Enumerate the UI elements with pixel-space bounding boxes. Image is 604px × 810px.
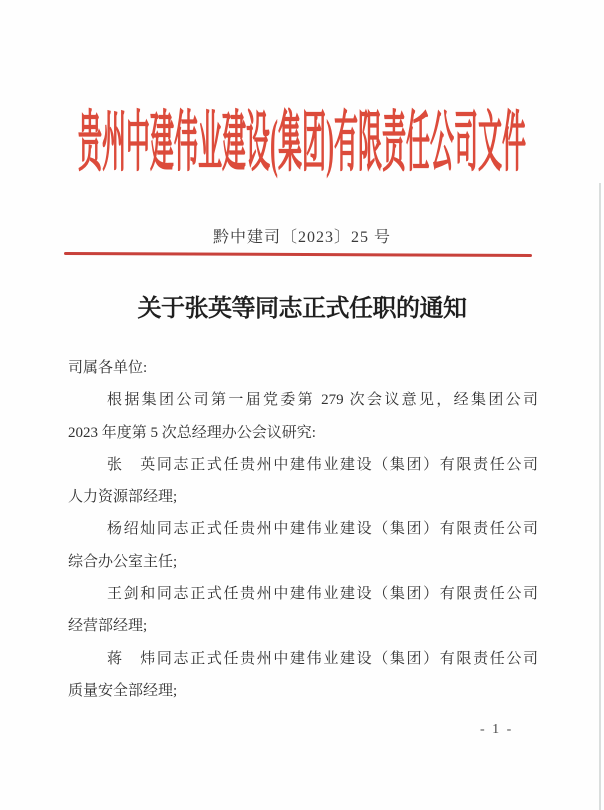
- document-body: [68, 352, 538, 707]
- letterhead-title: 贵州中建伟业建设(集团)有限责任公司文件: [78, 107, 526, 180]
- body-line: 2023 年度第 5 次总经理办公会议研究:: [68, 424, 316, 441]
- body-line: 蒋 炜同志正式任贵州中建伟业建设（集团）有限责任公司: [107, 650, 538, 667]
- body-line: 根据集团公司第一届党委第 279 次会议意见，经集团公司: [107, 392, 538, 409]
- body-line: 人力资源部经理;: [68, 489, 178, 506]
- body-line: 质量安全部经理;: [68, 682, 178, 699]
- red-separator-line: [64, 252, 532, 257]
- document-title: 关于张英等同志正式任职的通知: [137, 296, 467, 322]
- document-number: 黔中建司〔2023〕25 号: [212, 229, 391, 246]
- body-line: 综合办公室主任;: [68, 553, 178, 570]
- body-line: 王剑和同志正式任贵州中建伟业建设（集团）有限责任公司: [107, 586, 538, 603]
- body-line: 杨绍灿同志正式任贵州中建伟业建设（集团）有限责任公司: [107, 521, 538, 538]
- scan-page-edge: [599, 183, 601, 810]
- body-line: 经营部经理;: [68, 618, 148, 635]
- body-line: 司属各单位:: [68, 360, 148, 376]
- body-line: 张 英同志正式任贵州中建伟业建设（集团）有限责任公司: [107, 456, 538, 473]
- page-number: - 1 -: [480, 722, 514, 737]
